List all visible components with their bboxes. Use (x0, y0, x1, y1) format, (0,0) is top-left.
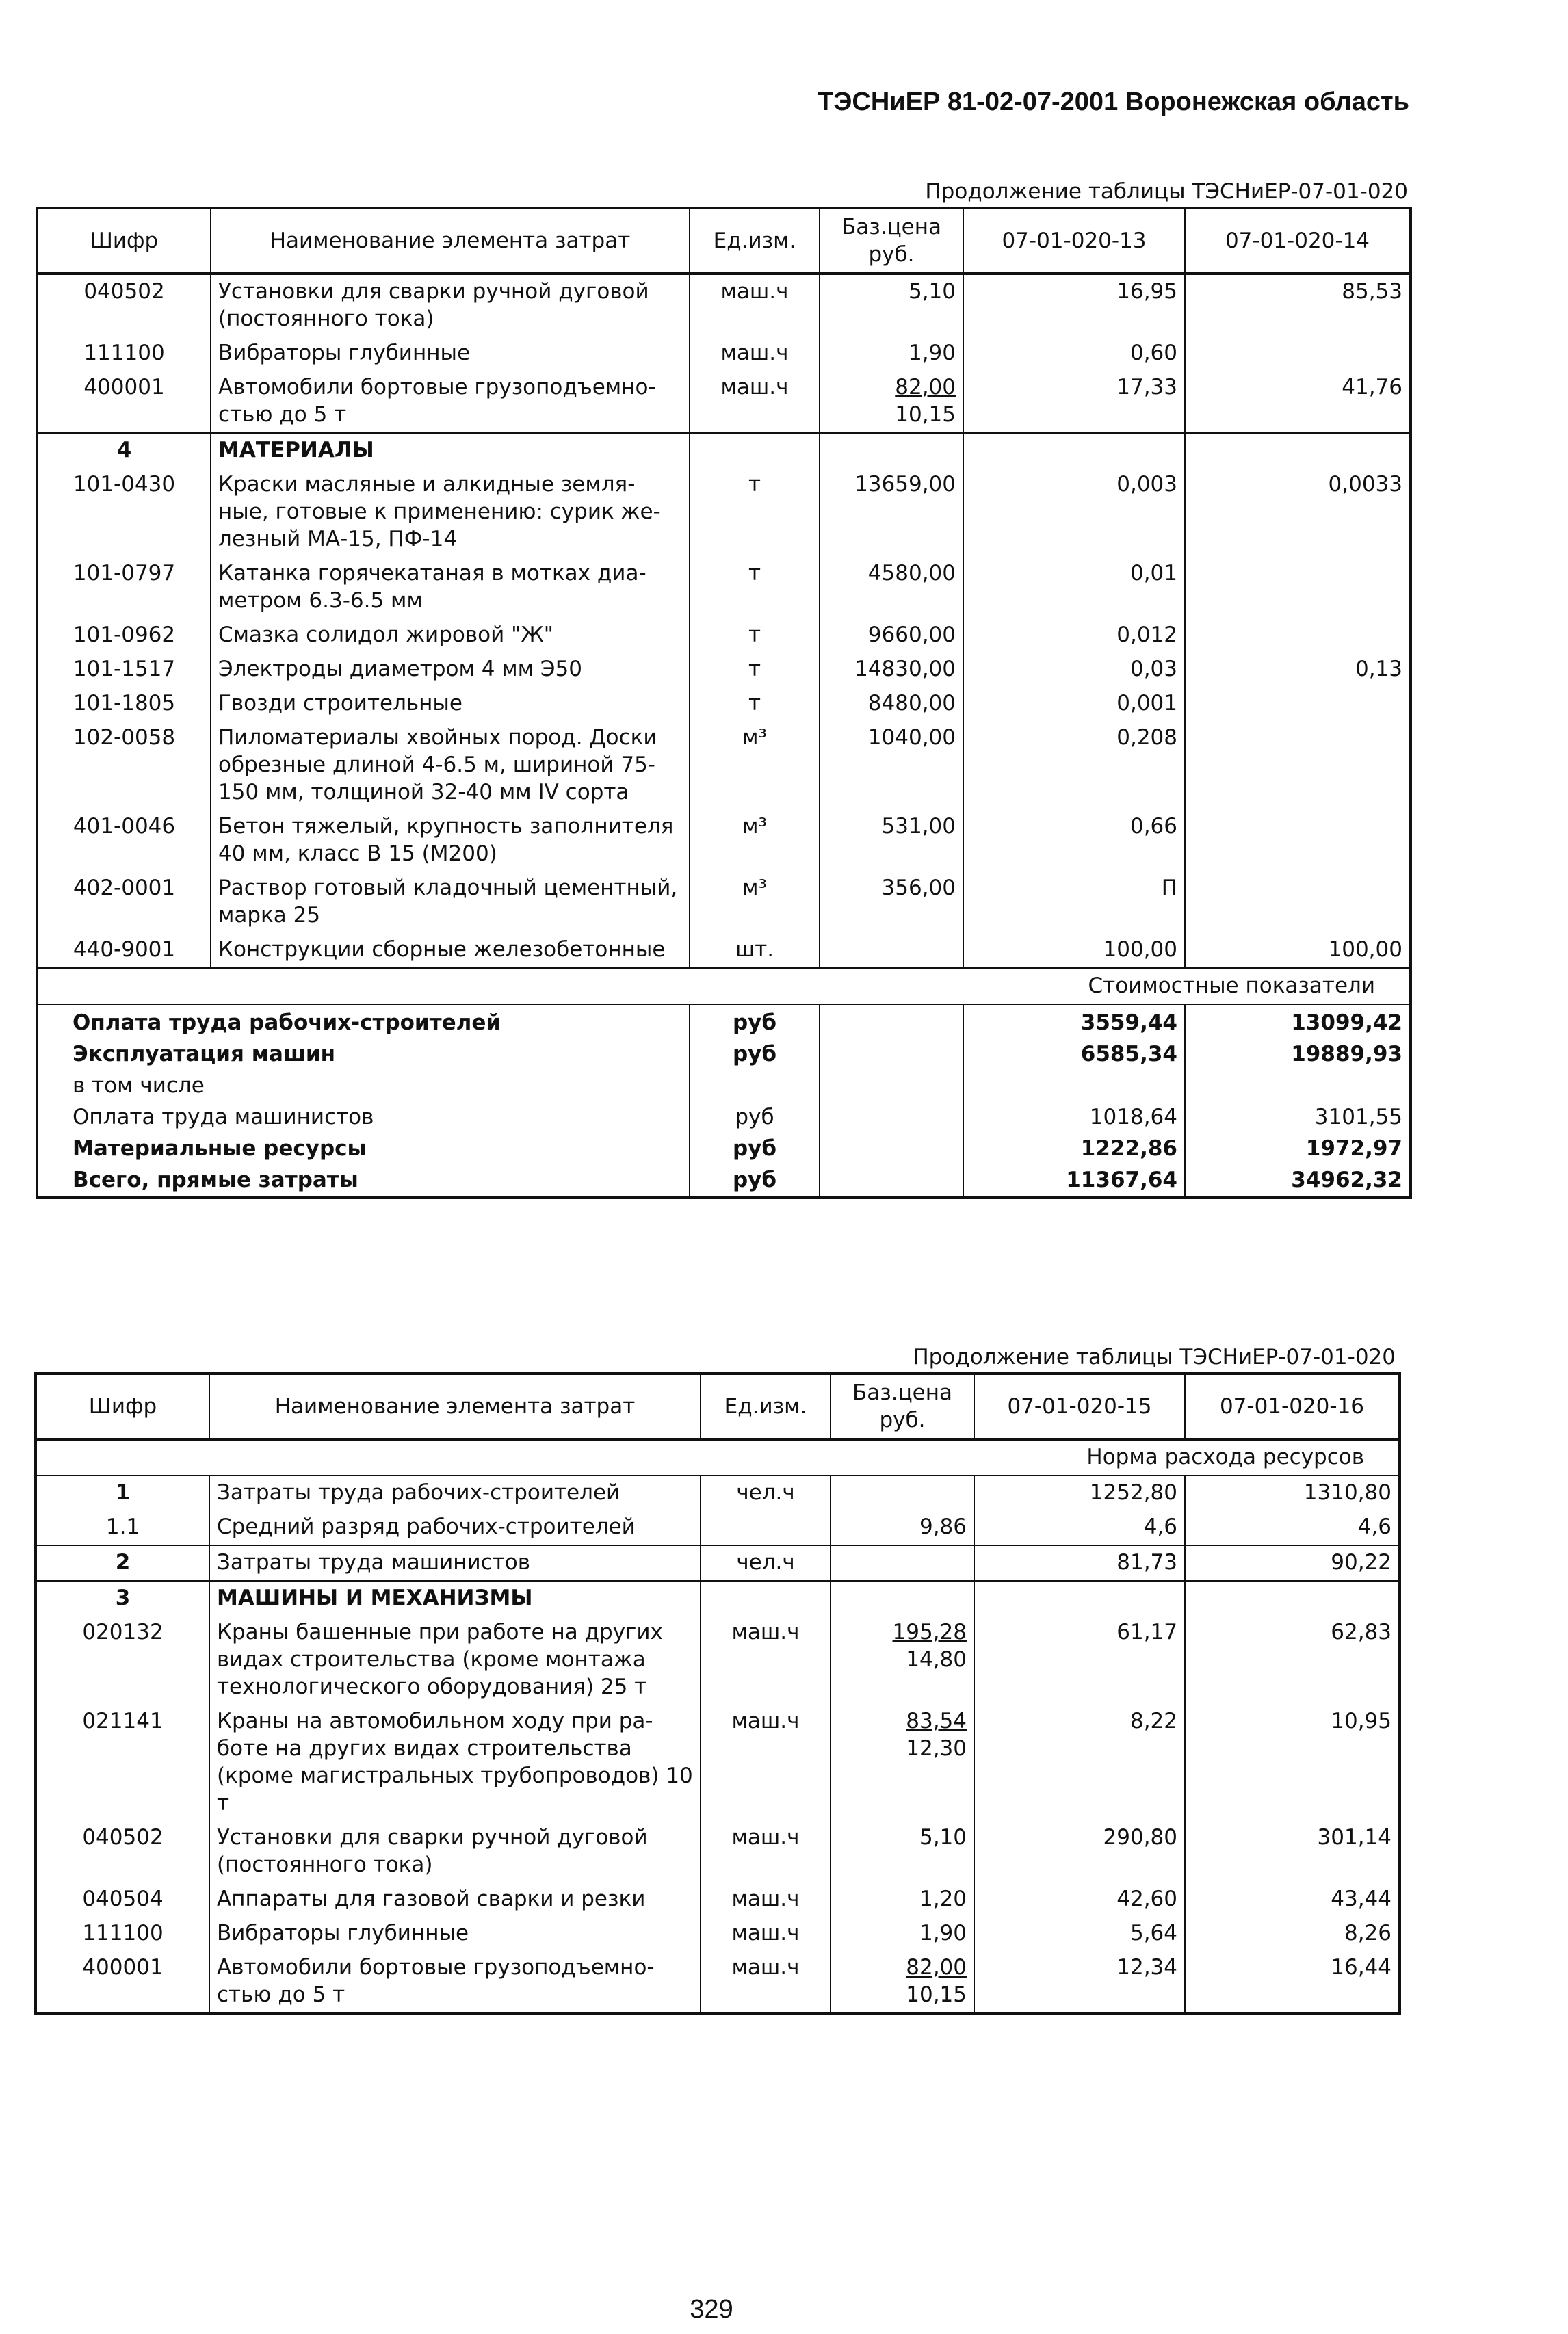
cell-unit: маш.ч (690, 337, 820, 371)
summary-price-empty (820, 1102, 963, 1133)
cell-value-2: 0,0033 (1185, 468, 1411, 557)
cell-code: 1.1 (36, 1510, 209, 1545)
cell-value-1: 81,73 (974, 1545, 1185, 1581)
cell-price (831, 1616, 974, 1705)
price-value: 1,90 (919, 1921, 967, 1945)
table-row (36, 1616, 1400, 1705)
cell-unit: маш.ч (701, 1951, 831, 2014)
table2-body (36, 1439, 1400, 2014)
cell-price (820, 871, 963, 933)
cell-name: Затраты труда рабочих-строителей (209, 1476, 701, 1510)
cell-value-1: 5,64 (974, 1917, 1185, 1951)
cell-unit: т (690, 653, 820, 687)
cell-code: 400001 (37, 371, 211, 433)
cell-value-1 (974, 1581, 1185, 1616)
cell-name: Электроды диаметром 4 мм Э50 (211, 653, 690, 687)
table-row (37, 721, 1411, 810)
table-row (37, 371, 1411, 433)
cell-price (831, 1581, 974, 1616)
table-row (36, 1476, 1400, 1510)
col-header-price: Баз.цена руб. (831, 1374, 974, 1439)
price-value: 531,00 (881, 814, 956, 839)
summary-unit: руб (690, 1102, 820, 1133)
table-row (37, 653, 1411, 687)
cell-value-1: 42,60 (974, 1883, 1185, 1917)
summary-value-1 (963, 1071, 1185, 1102)
price-value: 8480,00 (867, 691, 956, 716)
table-row (37, 810, 1411, 871)
table1 (36, 207, 1412, 1199)
cell-value-2 (1185, 433, 1411, 468)
cell-price (831, 1705, 974, 1821)
cell-code: 101-1517 (37, 653, 211, 687)
cell-value-2: 62,83 (1185, 1616, 1400, 1705)
cell-value-1: 290,80 (974, 1821, 1185, 1883)
cell-unit (701, 1581, 831, 1616)
cell-name: Раствор готовый кладочный цементный, марка 25 (211, 871, 690, 933)
cell-price (820, 933, 963, 969)
price-wage-value: 14,80 (906, 1647, 967, 1672)
col-header-price: Баз.цена руб. (820, 208, 963, 274)
price-value: 82,00 (895, 375, 956, 399)
table2-header-row (36, 1374, 1400, 1439)
col-header-code: Шифр (36, 1374, 209, 1439)
cell-name: Аппараты для газовой сварки и резки (209, 1883, 701, 1917)
summary-row (37, 1004, 1411, 1039)
cell-value-1: 0,66 (963, 810, 1185, 871)
cell-code: 040504 (36, 1883, 209, 1917)
cell-value-1: 0,001 (963, 687, 1185, 721)
table-row (37, 337, 1411, 371)
summary-row (37, 1102, 1411, 1133)
cell-code: 3 (36, 1581, 209, 1616)
cell-value-2 (1185, 618, 1411, 653)
cell-name: МАШИНЫ И МЕХАНИЗМЫ (209, 1581, 701, 1616)
cell-name: Вибраторы глубинные (211, 337, 690, 371)
table-row (36, 1951, 1400, 2014)
price-value: 5,10 (908, 279, 956, 304)
summary-unit: руб (690, 1039, 820, 1071)
cell-value-2 (1185, 721, 1411, 810)
document-header: ТЭСНиЕР 81-02-07-2001 Воронежская область (818, 88, 1409, 116)
summary-unit (690, 1071, 820, 1102)
cell-value-1: 16,95 (963, 274, 1185, 337)
summary-label: Эксплуатация машин (37, 1039, 690, 1071)
cell-value-2 (1185, 1581, 1400, 1616)
cell-unit: т (690, 618, 820, 653)
cell-unit: чел.ч (701, 1545, 831, 1581)
cell-value-1: 0,60 (963, 337, 1185, 371)
col-header-name: Наименование элемента затрат (211, 208, 690, 274)
cell-name: МАТЕРИАЛЫ (211, 433, 690, 468)
cell-name: Конструкции сборные железобетонные (211, 933, 690, 969)
table-row (36, 1917, 1400, 1951)
cell-name: Краны на автомобильном ходу при ра-боте на других видах строительства (кроме магистральных трубопроводов) 10 т (209, 1705, 701, 1821)
cell-value-1: 61,17 (974, 1616, 1185, 1705)
cell-price (831, 1545, 974, 1581)
cell-code: 1 (36, 1476, 209, 1510)
cell-value-1: 0,03 (963, 653, 1185, 687)
cell-value-1: 12,34 (974, 1951, 1185, 2014)
cell-code: 440-9001 (37, 933, 211, 969)
cell-price (820, 721, 963, 810)
table-row (36, 1545, 1400, 1581)
cell-unit (701, 1510, 831, 1545)
price-value: 356,00 (881, 876, 956, 900)
cell-price (831, 1883, 974, 1917)
cell-price (820, 557, 963, 618)
cell-code: 021141 (36, 1705, 209, 1821)
cell-value-2 (1185, 871, 1411, 933)
summary-label: Оплата труда машинистов (37, 1102, 690, 1133)
table1-body (37, 274, 1411, 969)
table2-banner-row (36, 1439, 1400, 1476)
cell-value-2: 10,95 (1185, 1705, 1400, 1821)
table-row (36, 1510, 1400, 1545)
summary-row (37, 1071, 1411, 1102)
cell-price (831, 1917, 974, 1951)
cell-code: 400001 (36, 1951, 209, 2014)
summary-value-2: 3101,55 (1185, 1102, 1411, 1133)
cell-value-2: 16,44 (1185, 1951, 1400, 2014)
cell-price (820, 371, 963, 433)
cell-value-2: 1310,80 (1185, 1476, 1400, 1510)
cell-value-1: 0,01 (963, 557, 1185, 618)
cell-name: Установки для сварки ручной дуговой (постоянного тока) (209, 1821, 701, 1883)
cell-value-2 (1185, 337, 1411, 371)
cell-value-2: 4,6 (1185, 1510, 1400, 1545)
cell-unit: маш.ч (690, 274, 820, 337)
summary-label: Всего, прямые затраты (37, 1165, 690, 1198)
cell-value-2: 43,44 (1185, 1883, 1400, 1917)
summary-row (37, 1133, 1411, 1165)
col-header-unit: Ед.изм. (701, 1374, 831, 1439)
table2-continuation-label: Продолжение таблицы ТЭСНиЕР-07-01-020 (913, 1345, 1396, 1369)
cell-value-1: 8,22 (974, 1705, 1185, 1821)
cell-code: 101-1805 (37, 687, 211, 721)
cell-code: 040502 (36, 1821, 209, 1883)
col-header-name: Наименование элемента затрат (209, 1374, 701, 1439)
cell-value-2: 85,53 (1185, 274, 1411, 337)
cell-name: Смазка солидол жировой "Ж" (211, 618, 690, 653)
cell-name: Пиломатериалы хвойных пород. Доски обрезные длиной 4-6.5 м, шириной 75-150 мм, толщиной 32-40 мм IV сорта (211, 721, 690, 810)
cell-price (831, 1510, 974, 1545)
cell-unit: м³ (690, 810, 820, 871)
resource-norms-banner: Норма расхода ресурсов (36, 1439, 1400, 1476)
cell-value-2: 41,76 (1185, 371, 1411, 433)
summary-unit: руб (690, 1165, 820, 1198)
cell-value-2 (1185, 810, 1411, 871)
price-value: 14830,00 (854, 657, 956, 681)
cell-price (820, 433, 963, 468)
table-row (37, 933, 1411, 969)
cell-code: 111100 (36, 1917, 209, 1951)
summary-price-empty (820, 1165, 963, 1198)
cell-value-1: П (963, 871, 1185, 933)
col-header-v1: 07-01-020-15 (974, 1374, 1185, 1439)
section-row (37, 433, 1411, 468)
cell-name: Краски масляные и алкидные земля-ные, готовые к применению: сурик же-лезный МА-15, ПФ-14 (211, 468, 690, 557)
cell-value-1: 100,00 (963, 933, 1185, 969)
cell-unit: т (690, 468, 820, 557)
cell-unit (690, 433, 820, 468)
cell-unit: маш.ч (701, 1821, 831, 1883)
summary-value-1: 6585,34 (963, 1039, 1185, 1071)
cell-value-2: 100,00 (1185, 933, 1411, 969)
cell-unit: маш.ч (690, 371, 820, 433)
cell-value-1: 4,6 (974, 1510, 1185, 1545)
summary-row (37, 1039, 1411, 1071)
summary-label: в том числе (37, 1071, 690, 1102)
cell-code: 2 (36, 1545, 209, 1581)
cell-name: Установки для сварки ручной дуговой (постоянного тока) (211, 274, 690, 337)
cell-price (820, 618, 963, 653)
table-row (37, 557, 1411, 618)
cell-name: Гвозди строительные (211, 687, 690, 721)
cell-price (820, 687, 963, 721)
summary-value-2: 34962,32 (1185, 1165, 1411, 1198)
cell-value-2: 90,22 (1185, 1545, 1400, 1581)
cell-value-2 (1185, 687, 1411, 721)
cell-name: Затраты труда машинистов (209, 1545, 701, 1581)
price-value: 195,28 (892, 1620, 967, 1644)
cell-value-1: 17,33 (963, 371, 1185, 433)
summary-price-empty (820, 1071, 963, 1102)
cell-price (831, 1821, 974, 1883)
price-value: 4580,00 (867, 561, 956, 586)
col-header-code: Шифр (37, 208, 211, 274)
cell-unit: чел.ч (701, 1476, 831, 1510)
cell-value-2 (1185, 557, 1411, 618)
summary-value-1: 1018,64 (963, 1102, 1185, 1133)
price-wage-value: 12,30 (906, 1736, 967, 1761)
cell-code: 111100 (37, 337, 211, 371)
price-value: 1,20 (919, 1887, 967, 1911)
cell-code: 101-0430 (37, 468, 211, 557)
cell-code: 040502 (37, 274, 211, 337)
cell-code: 020132 (36, 1616, 209, 1705)
cell-price (820, 468, 963, 557)
cell-price (831, 1951, 974, 2014)
col-header-v1: 07-01-020-13 (963, 208, 1185, 274)
price-value: 9660,00 (867, 622, 956, 647)
summary-price-empty (820, 1133, 963, 1165)
table-row (37, 274, 1411, 337)
price-value: 1,90 (908, 341, 956, 365)
summary-price-empty (820, 1039, 963, 1071)
summary-value-2: 13099,42 (1185, 1004, 1411, 1039)
summary-value-1: 3559,44 (963, 1004, 1185, 1039)
cell-value-1: 0,003 (963, 468, 1185, 557)
summary-price-empty (820, 1004, 963, 1039)
cell-price (820, 274, 963, 337)
summary-value-1: 11367,64 (963, 1165, 1185, 1198)
cell-code: 101-0962 (37, 618, 211, 653)
cell-name: Автомобили бортовые грузоподъемно-стью до 5 т (209, 1951, 701, 2014)
cell-value-2: 8,26 (1185, 1917, 1400, 1951)
summary-value-2: 1972,97 (1185, 1133, 1411, 1165)
cell-price (831, 1476, 974, 1510)
table-row (36, 1705, 1400, 1821)
page-number: 329 (690, 2295, 733, 2324)
price-value: 9,86 (919, 1515, 967, 1539)
cell-unit: маш.ч (701, 1705, 831, 1821)
cost-indicators-banner: Стоимостные показатели (37, 969, 1411, 1005)
cell-value-2: 0,13 (1185, 653, 1411, 687)
col-header-unit: Ед.изм. (690, 208, 820, 274)
price-value: 82,00 (906, 1955, 967, 1980)
summary-unit: руб (690, 1004, 820, 1039)
table-row (36, 1821, 1400, 1883)
cell-unit: маш.ч (701, 1917, 831, 1951)
cell-code: 101-0797 (37, 557, 211, 618)
price-wage-value: 10,15 (906, 1982, 967, 2007)
table-row (37, 687, 1411, 721)
section-row (36, 1581, 1400, 1616)
cell-value-1: 1252,80 (974, 1476, 1185, 1510)
price-value: 1040,00 (867, 725, 956, 750)
cell-name: Бетон тяжелый, крупность заполнителя 40 мм, класс В 15 (М200) (211, 810, 690, 871)
cell-code: 401-0046 (37, 810, 211, 871)
cell-name: Автомобили бортовые грузоподъемно-стью до 5 т (211, 371, 690, 433)
summary-value-2: 19889,93 (1185, 1039, 1411, 1071)
cell-code: 402-0001 (37, 871, 211, 933)
summary-label: Оплата труда рабочих-строителей (37, 1004, 690, 1039)
cell-name: Вибраторы глубинные (209, 1917, 701, 1951)
table-row (37, 618, 1411, 653)
cell-name: Средний разряд рабочих-строителей (209, 1510, 701, 1545)
col-header-v2: 07-01-020-16 (1185, 1374, 1400, 1439)
cell-unit: т (690, 557, 820, 618)
cell-value-1 (963, 433, 1185, 468)
cell-code: 102-0058 (37, 721, 211, 810)
table1-banner-row (37, 969, 1411, 1005)
cell-value-1: 0,012 (963, 618, 1185, 653)
cell-unit: т (690, 687, 820, 721)
summary-value-2 (1185, 1071, 1411, 1102)
price-value: 5,10 (919, 1825, 967, 1850)
cell-price (820, 337, 963, 371)
price-value: 13659,00 (854, 472, 956, 497)
summary-label: Материальные ресурсы (37, 1133, 690, 1165)
cell-name: Краны башенные при работе на других видах строительства (кроме монтажа технологического оборудования) 25 т (209, 1616, 701, 1705)
table2 (34, 1372, 1401, 2015)
table1-header-row (37, 208, 1411, 274)
price-wage-value: 10,15 (895, 402, 956, 427)
col-header-v2: 07-01-020-14 (1185, 208, 1411, 274)
table-row (36, 1883, 1400, 1917)
cell-unit: шт. (690, 933, 820, 969)
table1-summary (37, 969, 1411, 1198)
cell-unit: м³ (690, 721, 820, 810)
cell-unit: м³ (690, 871, 820, 933)
summary-unit: руб (690, 1133, 820, 1165)
cell-code: 4 (37, 433, 211, 468)
cell-price (820, 810, 963, 871)
cell-value-2: 301,14 (1185, 1821, 1400, 1883)
table1-continuation-label: Продолжение таблицы ТЭСНиЕР-07-01-020 (925, 179, 1408, 204)
cell-unit: маш.ч (701, 1616, 831, 1705)
table-row (37, 871, 1411, 933)
cell-unit: маш.ч (701, 1883, 831, 1917)
price-value: 83,54 (906, 1709, 967, 1733)
table-row (37, 468, 1411, 557)
summary-row (37, 1165, 1411, 1198)
cell-name: Катанка горячекатаная в мотках диа-метром 6.3-6.5 мм (211, 557, 690, 618)
cell-value-1: 0,208 (963, 721, 1185, 810)
summary-value-1: 1222,86 (963, 1133, 1185, 1165)
cell-price (820, 653, 963, 687)
